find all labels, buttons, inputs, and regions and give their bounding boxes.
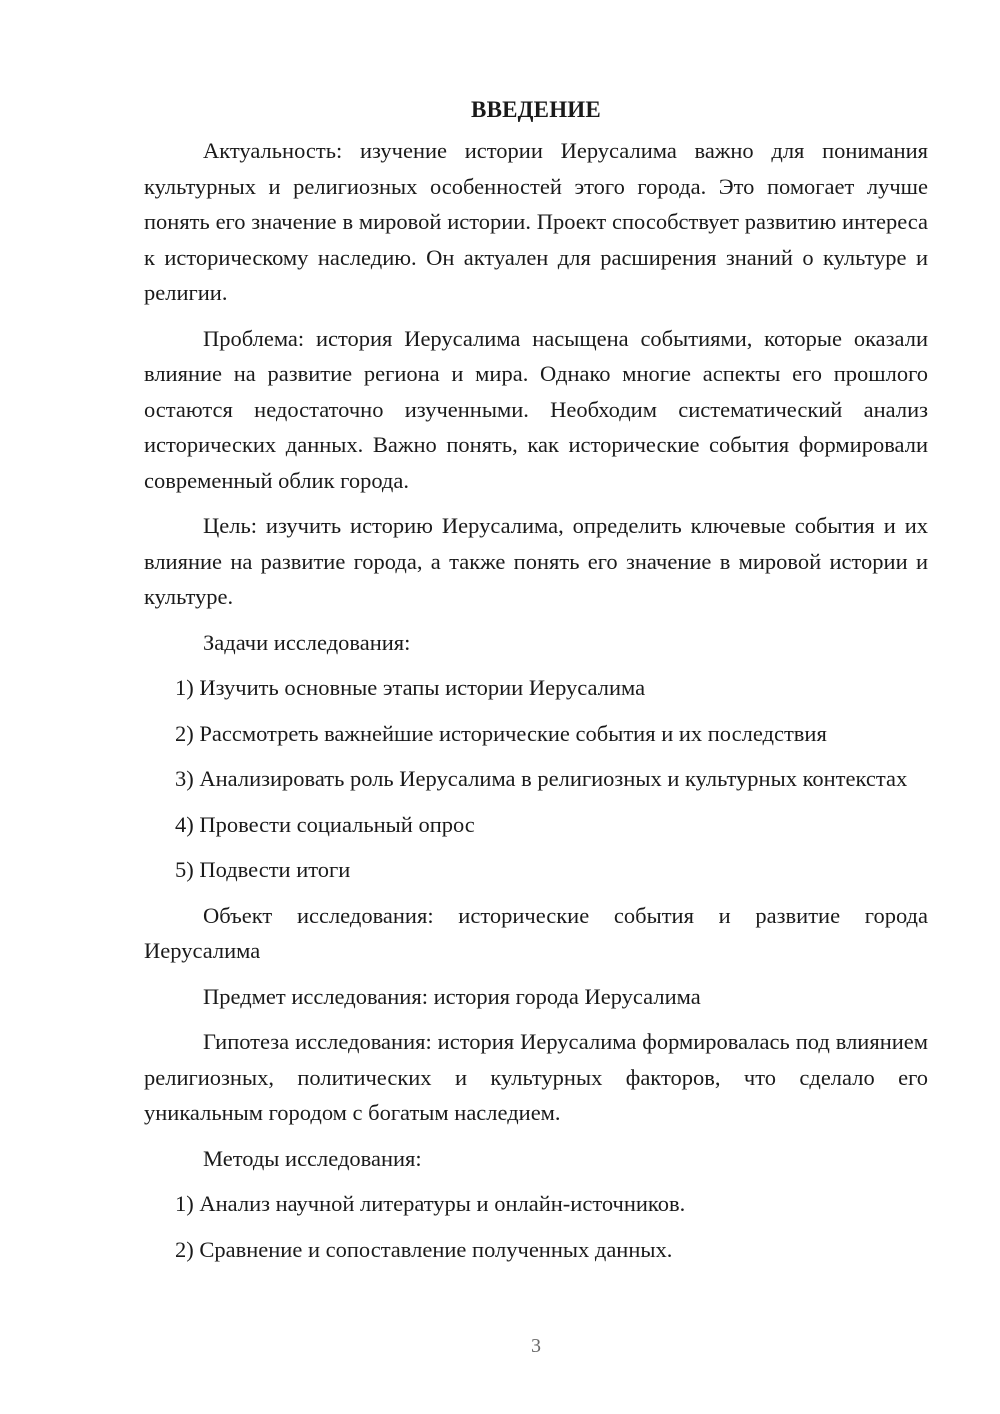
method-item-2: 2) Сравнение и сопоставление полученных данных. <box>175 1236 673 1262</box>
page-number: 3 <box>531 1335 541 1357</box>
methods-title: Методы исследования: <box>203 1145 422 1171</box>
task-item-5: 5) Подвести итоги <box>175 857 351 882</box>
task-item-2: 2) Рассмотреть важнейшие исторические события и их последствия <box>175 720 827 746</box>
method-item-1: 1) Анализ научной литературы и онлайн-источников. <box>175 1191 686 1216</box>
section-heading: ВВЕДЕНИЕ <box>471 97 601 122</box>
paragraph-relevance: Актуальность: изучение истории Иерусалима важно для понимания культурных и религиозных особенностей этого города. Это помогает лучше понять его значение в мировой истории. Проект способствует развитию интереса к историческому наследию. Он актуален для расширения знаний о культуре и религии. <box>144 138 928 305</box>
paragraph-goal: Цель: изучить историю Иерусалима, определить ключевые события и их влияние на развитие города, а также понять его значение в мировой истории и культуре. <box>144 513 928 609</box>
task-item-4: 4) Провести социальный опрос <box>175 811 475 837</box>
paragraph-subject: Предмет исследования: история города Иерусалима <box>203 983 701 1009</box>
paragraph-hypothesis: Гипотеза исследования: история Иерусалима формировалась под влиянием религиозных, политических и культурных факторов, что сделало его уникальным городом с богатым наследием. <box>144 1029 928 1125</box>
paragraph-object: Объект исследования: исторические события и развитие города Иерусалима <box>144 902 928 963</box>
task-item-1: 1) Изучить основные этапы истории Иерусалима <box>175 675 646 700</box>
document-page <box>144 92 928 1267</box>
paragraph-problem: Проблема: история Иерусалима насыщена событиями, которые оказали влияние на развитие региона и мира. Однако многие аспекты его прошлого остаются недостаточно изученными. Необходим систематический анализ исторических данных. Важно понять, как исторические события формировали современный облик города. <box>144 325 928 493</box>
tasks-title: Задачи исследования: <box>203 629 411 655</box>
task-item-3: 3) Анализировать роль Иерусалима в религиозных и культурных контекстах <box>175 766 908 791</box>
